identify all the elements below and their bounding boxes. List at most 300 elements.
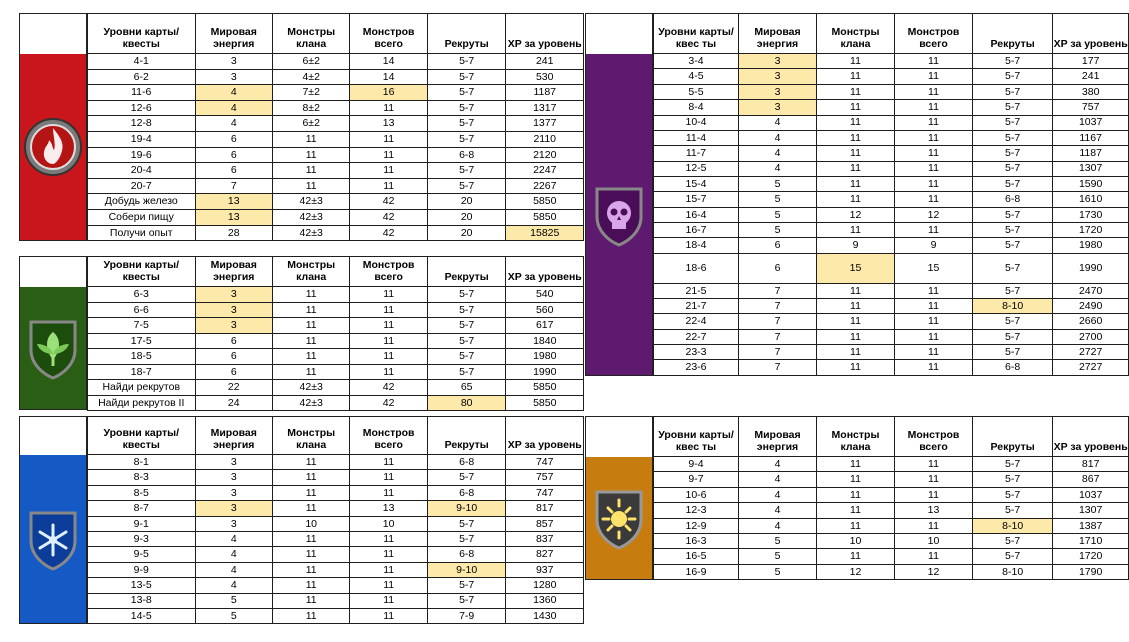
recruits-cell: 5-7: [972, 238, 1052, 253]
energy-cell: 28: [195, 225, 272, 241]
energy-cell: 3: [195, 501, 272, 516]
header-clan-monsters: Монстры клана: [272, 14, 349, 54]
header-recruits: Рекруты: [427, 257, 506, 287]
level-cell: 9-5: [88, 547, 196, 562]
energy-cell: 4: [738, 472, 816, 487]
recruits-cell: 5-7: [427, 178, 506, 194]
recruits-cell: 6-8: [427, 455, 506, 470]
energy-cell: 3: [195, 318, 272, 334]
xp-cell: 1730: [1053, 207, 1129, 222]
table-row: [654, 130, 1129, 145]
total-monsters-cell: 13: [350, 501, 427, 516]
level-cell: 8-1: [88, 455, 196, 470]
clan-monsters-cell: 42±3: [272, 194, 349, 210]
xp-cell: 241: [506, 54, 584, 70]
table-row: [88, 593, 584, 608]
dark-emblem-panel: [585, 13, 653, 376]
header-xp: XP за уровень: [506, 257, 584, 287]
fire-levels-table: [87, 13, 584, 241]
total-monsters-cell: 11: [894, 161, 972, 176]
energy-cell: 7: [738, 360, 816, 376]
energy-cell: 3: [195, 485, 272, 500]
total-monsters-cell: 11: [894, 360, 972, 376]
level-cell: 4-5: [654, 69, 739, 84]
energy-cell: 5: [738, 564, 816, 579]
ice-table-block: [19, 416, 584, 624]
clan-monsters-cell: 11: [272, 455, 349, 470]
level-cell: 4-1: [88, 54, 196, 70]
xp-cell: 530: [506, 69, 584, 85]
energy-cell: 3: [195, 287, 272, 303]
table-row: [88, 364, 584, 380]
table-row: [654, 360, 1129, 376]
total-monsters-cell: 11: [894, 345, 972, 360]
recruits-cell: 20: [427, 194, 506, 210]
total-monsters-cell: 12: [894, 207, 972, 222]
xp-cell: 2110: [506, 131, 584, 147]
xp-cell: 1187: [1053, 146, 1129, 161]
total-monsters-cell: 15: [894, 253, 972, 283]
total-monsters-cell: 11: [350, 608, 427, 623]
recruits-cell: 6-8: [972, 360, 1052, 376]
table-row: [88, 178, 584, 194]
level-cell: 17-5: [88, 333, 196, 349]
table-row: [88, 194, 584, 210]
total-monsters-cell: 11: [350, 364, 427, 380]
energy-cell: 4: [738, 146, 816, 161]
clan-monsters-cell: 11: [816, 518, 894, 533]
xp-cell: 380: [1053, 84, 1129, 99]
clan-monsters-cell: 9: [816, 238, 894, 253]
recruits-cell: 5-7: [972, 54, 1052, 69]
total-monsters-cell: 11: [894, 487, 972, 502]
snowflake-emblem-icon: [25, 507, 81, 571]
energy-cell: 6: [195, 364, 272, 380]
total-monsters-cell: 13: [894, 503, 972, 518]
total-monsters-cell: 11: [894, 283, 972, 298]
total-monsters-cell: 11: [894, 299, 972, 314]
total-monsters-cell: 10: [894, 533, 972, 548]
header-clan-monsters: Монстры клана: [816, 14, 894, 54]
xp-cell: 1990: [506, 364, 584, 380]
energy-cell: 5: [738, 176, 816, 191]
table-row: [88, 333, 584, 349]
table-row: [88, 516, 584, 531]
clan-monsters-cell: 11: [816, 283, 894, 298]
energy-cell: 6: [738, 253, 816, 283]
recruits-cell: 5-7: [427, 69, 506, 85]
energy-cell: 5: [195, 593, 272, 608]
clan-monsters-cell: 11: [816, 222, 894, 237]
total-monsters-cell: 11: [350, 485, 427, 500]
header-recruits: Рекруты: [972, 417, 1052, 457]
clan-monsters-cell: 11: [272, 147, 349, 163]
recruits-cell: 20: [427, 209, 506, 225]
header-clan-monsters: Монстры клана: [272, 257, 349, 287]
header-total-monsters: Монстров всего: [350, 417, 427, 455]
table-row: [88, 485, 584, 500]
table-row: [88, 501, 584, 516]
table-row: [654, 238, 1129, 253]
level-cell: 10-6: [654, 487, 739, 502]
clan-monsters-cell: 11: [816, 329, 894, 344]
recruits-cell: 5-7: [427, 593, 506, 608]
level-cell: 8-3: [88, 470, 196, 485]
energy-cell: 7: [738, 329, 816, 344]
energy-cell: 7: [195, 178, 272, 194]
table-row: [654, 503, 1129, 518]
clan-monsters-cell: 11: [272, 485, 349, 500]
recruits-cell: 8-10: [972, 518, 1052, 533]
level-cell: 3-4: [654, 54, 739, 69]
recruits-cell: 5-7: [972, 329, 1052, 344]
xp-cell: 2700: [1053, 329, 1129, 344]
clan-monsters-cell: 11: [272, 608, 349, 623]
table-row: [88, 578, 584, 593]
clan-monsters-cell: 11: [816, 360, 894, 376]
xp-cell: 837: [506, 531, 584, 546]
table-row: [88, 302, 584, 318]
clan-monsters-cell: 42±3: [272, 209, 349, 225]
energy-cell: 5: [738, 533, 816, 548]
xp-cell: 5850: [506, 395, 584, 411]
total-monsters-cell: 11: [350, 318, 427, 334]
level-cell: 16-7: [654, 222, 739, 237]
clan-monsters-cell: 11: [272, 287, 349, 303]
energy-cell: 4: [738, 115, 816, 130]
xp-cell: 1387: [1053, 518, 1129, 533]
total-monsters-cell: 11: [894, 84, 972, 99]
energy-cell: 3: [195, 302, 272, 318]
recruits-cell: 65: [427, 380, 506, 396]
recruits-cell: 5-7: [427, 302, 506, 318]
clan-monsters-cell: 11: [816, 457, 894, 472]
clan-monsters-cell: 11: [272, 302, 349, 318]
clan-monsters-cell: 15: [816, 253, 894, 283]
header-clan-monsters: Монстры клана: [272, 417, 349, 455]
level-cell: Найди рекрутов: [88, 380, 196, 396]
table-row: [88, 470, 584, 485]
level-cell: 7-5: [88, 318, 196, 334]
xp-cell: 1720: [1053, 549, 1129, 564]
table-row: [88, 349, 584, 365]
energy-cell: 7: [738, 314, 816, 329]
total-monsters-cell: 14: [350, 54, 427, 70]
recruits-cell: 7-9: [427, 608, 506, 623]
table-row: [654, 345, 1129, 360]
recruits-cell: 5-7: [972, 146, 1052, 161]
table-row: [88, 287, 584, 303]
xp-cell: 747: [506, 455, 584, 470]
total-monsters-cell: 11: [350, 349, 427, 365]
header-row: [88, 257, 584, 287]
total-monsters-cell: 11: [350, 163, 427, 179]
level-cell: 15-4: [654, 176, 739, 191]
recruits-cell: 5-7: [972, 487, 1052, 502]
recruits-cell: 5-7: [972, 457, 1052, 472]
clan-monsters-cell: 11: [816, 161, 894, 176]
xp-cell: 1187: [506, 85, 584, 101]
table-row: [654, 161, 1129, 176]
level-cell: 6-2: [88, 69, 196, 85]
recruits-cell: 6-8: [972, 192, 1052, 207]
xp-cell: 867: [1053, 472, 1129, 487]
table-row: [654, 100, 1129, 115]
table-row: [654, 222, 1129, 237]
recruits-cell: 5-7: [427, 333, 506, 349]
total-monsters-cell: 11: [350, 147, 427, 163]
total-monsters-cell: 11: [894, 518, 972, 533]
level-cell: Получи опыт: [88, 225, 196, 241]
header-xp: XP за уровень: [506, 14, 584, 54]
energy-cell: 4: [738, 503, 816, 518]
energy-cell: 5: [738, 207, 816, 222]
total-monsters-cell: 11: [350, 470, 427, 485]
xp-cell: 1167: [1053, 130, 1129, 145]
table-row: [654, 146, 1129, 161]
level-cell: 9-7: [654, 472, 739, 487]
energy-cell: 4: [738, 161, 816, 176]
table-row: [654, 533, 1129, 548]
xp-cell: 817: [1053, 457, 1129, 472]
table-row: [654, 115, 1129, 130]
total-monsters-cell: 12: [894, 564, 972, 579]
recruits-cell: 5-7: [972, 84, 1052, 99]
xp-cell: 1037: [1053, 115, 1129, 130]
recruits-cell: 5-7: [427, 85, 506, 101]
level-cell: 18-5: [88, 349, 196, 365]
xp-cell: 5850: [506, 380, 584, 396]
header-recruits: Рекруты: [427, 417, 506, 455]
recruits-cell: 5-7: [427, 531, 506, 546]
clan-monsters-cell: 6±2: [272, 54, 349, 70]
energy-cell: 13: [195, 209, 272, 225]
xp-cell: 2727: [1053, 345, 1129, 360]
xp-cell: 2470: [1053, 283, 1129, 298]
xp-cell: 1840: [506, 333, 584, 349]
header-recruits: Рекруты: [427, 14, 506, 54]
recruits-cell: 5-7: [427, 516, 506, 531]
table-row: [88, 380, 584, 396]
header-total-monsters: Монстров всего: [350, 14, 427, 54]
xp-cell: 1317: [506, 100, 584, 116]
energy-cell: 3: [195, 516, 272, 531]
clan-monsters-cell: 42±3: [272, 380, 349, 396]
energy-cell: 4: [738, 518, 816, 533]
recruits-cell: 5-7: [972, 314, 1052, 329]
level-cell: 21-7: [654, 299, 739, 314]
header-world-energy: Мировая энергия: [195, 257, 272, 287]
xp-cell: 177: [1053, 54, 1129, 69]
dark-levels-table: [653, 13, 1129, 376]
header-xp: XP за уровень: [1053, 417, 1129, 457]
recruits-cell: 5-7: [972, 100, 1052, 115]
energy-cell: 3: [738, 100, 816, 115]
clan-monsters-cell: 6±2: [272, 116, 349, 132]
xp-cell: 857: [506, 516, 584, 531]
header-levels: Уровни карты/квес ты: [654, 417, 739, 457]
level-cell: 12-3: [654, 503, 739, 518]
level-cell: 9-4: [654, 457, 739, 472]
level-cell: 16-4: [654, 207, 739, 222]
recruits-cell: 5-7: [427, 100, 506, 116]
total-monsters-cell: 11: [894, 192, 972, 207]
clan-monsters-cell: 12: [816, 564, 894, 579]
energy-cell: 3: [195, 455, 272, 470]
light-table-block: [585, 416, 1129, 580]
table-row: [88, 225, 584, 241]
clan-monsters-cell: 11: [816, 54, 894, 69]
recruits-cell: 80: [427, 395, 506, 411]
energy-cell: 6: [195, 147, 272, 163]
level-cell: 12-8: [88, 116, 196, 132]
total-monsters-cell: 11: [894, 146, 972, 161]
xp-cell: 1430: [506, 608, 584, 623]
clan-monsters-cell: 42±3: [272, 225, 349, 241]
header-world-energy: Мировая энергия: [195, 14, 272, 54]
energy-cell: 4: [195, 562, 272, 577]
clan-monsters-cell: 11: [816, 146, 894, 161]
clan-monsters-cell: 11: [816, 100, 894, 115]
xp-cell: 1037: [1053, 487, 1129, 502]
xp-cell: 2727: [1053, 360, 1129, 376]
level-cell: 18-4: [654, 238, 739, 253]
table-row: [654, 518, 1129, 533]
fire-table-block: [19, 13, 584, 241]
xp-cell: 1720: [1053, 222, 1129, 237]
xp-cell: 1307: [1053, 161, 1129, 176]
total-monsters-cell: 11: [894, 314, 972, 329]
recruits-cell: 5-7: [972, 533, 1052, 548]
total-monsters-cell: 11: [894, 457, 972, 472]
total-monsters-cell: 11: [894, 222, 972, 237]
energy-cell: 13: [195, 194, 272, 210]
table-row: [88, 69, 584, 85]
clan-monsters-cell: 11: [272, 163, 349, 179]
energy-cell: 3: [195, 470, 272, 485]
level-cell: 19-4: [88, 131, 196, 147]
recruits-cell: 9-10: [427, 562, 506, 577]
nature-table-block: [19, 256, 584, 411]
header-levels: Уровни карты/квесты: [88, 417, 196, 455]
header-world-energy: Мировая энергия: [738, 14, 816, 54]
energy-cell: 4: [738, 487, 816, 502]
total-monsters-cell: 11: [894, 176, 972, 191]
xp-cell: 1590: [1053, 176, 1129, 191]
total-monsters-cell: 14: [350, 69, 427, 85]
table-row: [88, 395, 584, 411]
table-row: [654, 564, 1129, 579]
xp-cell: 1990: [1053, 253, 1129, 283]
recruits-cell: 5-7: [972, 222, 1052, 237]
level-cell: 13-5: [88, 578, 196, 593]
clan-monsters-cell: 11: [272, 501, 349, 516]
recruits-cell: 5-7: [972, 69, 1052, 84]
level-cell: 11-4: [654, 130, 739, 145]
clan-monsters-cell: 11: [816, 192, 894, 207]
table-row: [654, 549, 1129, 564]
clan-monsters-cell: 11: [272, 318, 349, 334]
xp-cell: 2660: [1053, 314, 1129, 329]
table-row: [654, 54, 1129, 69]
energy-cell: 24: [195, 395, 272, 411]
table-row: [88, 562, 584, 577]
sun-emblem-icon: [591, 486, 647, 550]
table-row: [88, 318, 584, 334]
recruits-cell: 6-8: [427, 147, 506, 163]
energy-cell: 4: [195, 547, 272, 562]
xp-cell: 1710: [1053, 533, 1129, 548]
recruits-cell: 5-7: [427, 131, 506, 147]
clan-monsters-cell: 11: [272, 578, 349, 593]
level-cell: 12-6: [88, 100, 196, 116]
recruits-cell: 5-7: [972, 253, 1052, 283]
total-monsters-cell: 11: [894, 472, 972, 487]
energy-cell: 6: [195, 163, 272, 179]
recruits-cell: 5-7: [972, 115, 1052, 130]
recruits-cell: 5-7: [427, 578, 506, 593]
recruits-cell: 6-8: [427, 547, 506, 562]
nature-emblem-panel: [19, 256, 87, 410]
total-monsters-cell: 11: [350, 287, 427, 303]
recruits-cell: 5-7: [427, 364, 506, 380]
xp-cell: 1610: [1053, 192, 1129, 207]
table-row: [654, 472, 1129, 487]
energy-cell: 7: [738, 299, 816, 314]
xp-cell: 1377: [506, 116, 584, 132]
energy-cell: 6: [195, 349, 272, 365]
level-cell: 5-5: [654, 84, 739, 99]
level-cell: 9-3: [88, 531, 196, 546]
energy-cell: 7: [738, 345, 816, 360]
level-cell: 16-3: [654, 533, 739, 548]
total-monsters-cell: 11: [894, 100, 972, 115]
level-cell: 6-3: [88, 287, 196, 303]
total-monsters-cell: 42: [350, 380, 427, 396]
energy-cell: 6: [195, 333, 272, 349]
header-row: [88, 417, 584, 455]
recruits-cell: 5-7: [972, 130, 1052, 145]
skull-emblem-icon: [591, 183, 647, 247]
clan-monsters-cell: 11: [272, 593, 349, 608]
xp-cell: 15825: [506, 225, 584, 241]
total-monsters-cell: 42: [350, 395, 427, 411]
clan-monsters-cell: 10: [816, 533, 894, 548]
level-cell: 19-6: [88, 147, 196, 163]
clan-monsters-cell: 12: [816, 207, 894, 222]
recruits-cell: 5-7: [972, 549, 1052, 564]
header-xp: XP за уровень: [1053, 14, 1129, 54]
nature-levels-table: [87, 256, 584, 411]
recruits-cell: 5-7: [972, 161, 1052, 176]
level-cell: 9-1: [88, 516, 196, 531]
total-monsters-cell: 11: [350, 333, 427, 349]
total-monsters-cell: 16: [350, 85, 427, 101]
xp-cell: 1307: [1053, 503, 1129, 518]
total-monsters-cell: 11: [350, 178, 427, 194]
level-cell: 22-4: [654, 314, 739, 329]
xp-cell: 5850: [506, 209, 584, 225]
xp-cell: 241: [1053, 69, 1129, 84]
recruits-cell: 5-7: [427, 163, 506, 179]
total-monsters-cell: 10: [350, 516, 427, 531]
clan-monsters-cell: 11: [816, 176, 894, 191]
level-cell: 12-5: [654, 161, 739, 176]
clan-monsters-cell: 11: [272, 178, 349, 194]
total-monsters-cell: 11: [894, 329, 972, 344]
fire-emblem-icon: [23, 114, 83, 180]
table-row: [88, 116, 584, 132]
